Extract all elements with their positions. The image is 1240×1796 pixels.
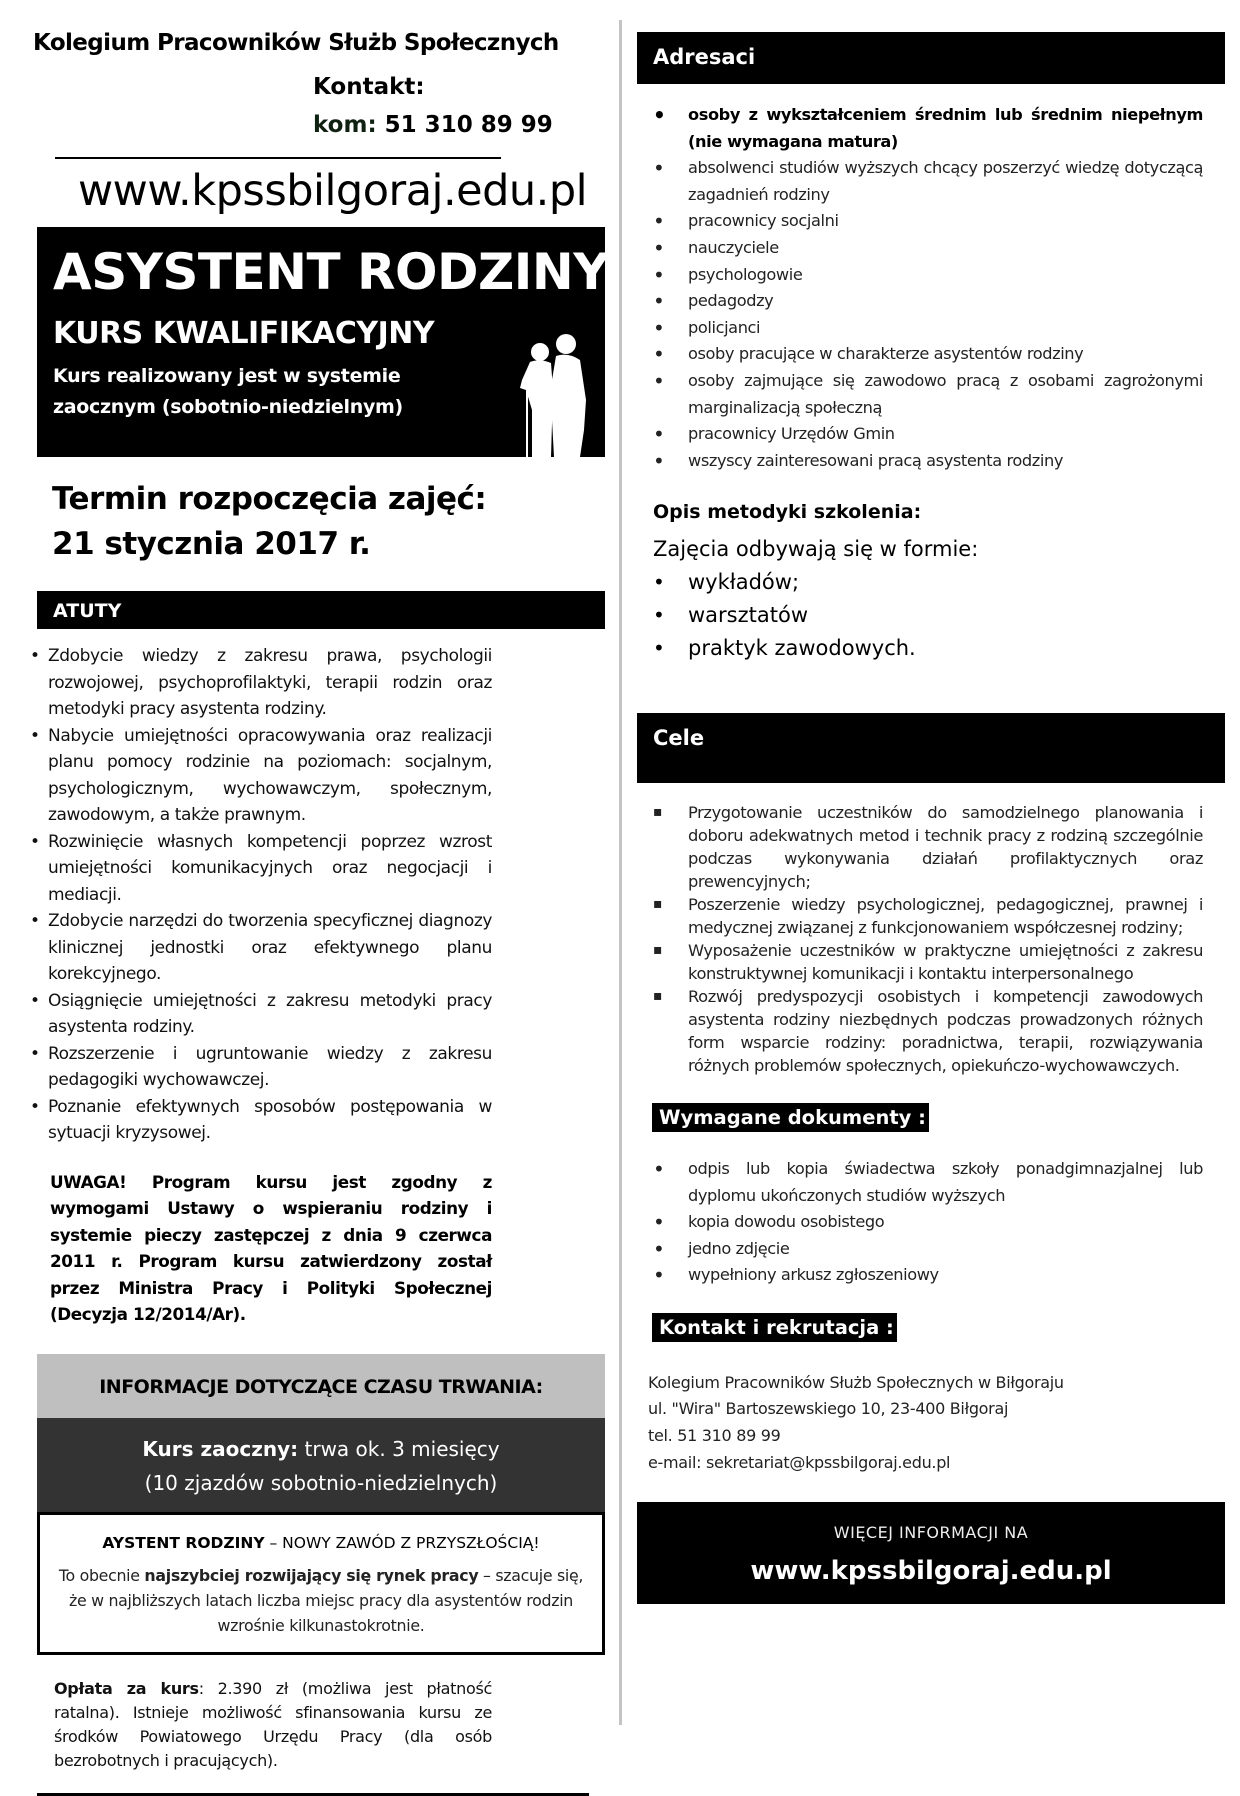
hero-banner xyxy=(37,227,609,457)
left-column xyxy=(30,28,609,1796)
course-subtitle: KURS KWALIFIKACYJNY xyxy=(53,316,435,351)
methodology-intro: Zajęcia odbywają się w formie: xyxy=(653,537,979,562)
future-title-rest: – NOWY ZAWÓD Z PRZYSZŁOŚCIĄ! xyxy=(264,1533,540,1552)
future-profession-text xyxy=(52,1563,590,1638)
list-item: • wszyscy zainteresowani pracą asystenta rodziny xyxy=(653,448,1203,475)
list-item: • Nabycie umiejętności opracowywania oraz realizacji planu pomocy rodzinie na poziomach: socjalnym, psychologicznym, wychowawczym, społecznym, zawodowym, a także prawnym. xyxy=(30,723,492,829)
duration-mode xyxy=(43,1432,599,1466)
list-item: • Osiągnięcie umiejętności z zakresu metodyki pracy asystenta rodziny. xyxy=(30,988,492,1041)
list-item: • praktyk zawodowych. xyxy=(653,632,1153,665)
footer-rule xyxy=(37,1793,589,1796)
list-item: • pracownicy socjalni xyxy=(653,208,1203,235)
documents-heading-bar xyxy=(652,1103,929,1132)
list-item: • Zdobycie narzędzi do tworzenia specyficznej diagnozy klinicznej jednostki oraz efektywnego planu korekcyjnego. xyxy=(30,908,492,988)
fee-financing: Istnieje możliwość sfinansowania kursu ze środków Powiatowego Urzędu Pracy (dla osób bezrobotnych i pracujących). xyxy=(54,1702,492,1770)
adresaci-heading: Adresaci xyxy=(653,45,756,69)
fee-value: : 2.390 zł (możliwa jest płatność ratalna). xyxy=(54,1678,492,1722)
documents-heading: Wymagane dokumenty : xyxy=(659,1106,926,1130)
duration-heading-box xyxy=(37,1354,605,1418)
future-text-bold: najszybciej rozwijający się rynek pracy xyxy=(144,1565,479,1585)
course-description xyxy=(53,361,473,423)
list-item: • Poznanie efektywnych sposobów postępowania w sytuacji kryzysowej. xyxy=(30,1094,492,1147)
cele-heading: Cele xyxy=(653,726,705,751)
adresaci-heading-bar xyxy=(637,32,1225,84)
program-notice: UWAGA! Program kursu jest zgodny z wymogami Ustawy o wspieraniu rodziny i systemie pieczy zastępczej z dnia 9 czerwca 2011 r. Program kursu zatwierdzony został przez Ministra Pracy i Polityki Społecznej (Decyzja 12/2014/Ar). xyxy=(50,1171,492,1324)
future-text-suffix: – szacuje się, że w najbliższych latach liczba miejsc pracy dla asystentów rodzin wzrośnie kilkunastokrotnie. xyxy=(68,1565,584,1635)
contact-heading: Kontakt i rekrutacja : xyxy=(659,1315,894,1339)
list-item: • osoby pracujące w charakterze asystentów rodziny xyxy=(653,341,1203,368)
contact-phone-line: tel. 51 310 89 99 xyxy=(648,1426,781,1445)
cele-heading-bar xyxy=(637,713,1225,783)
duration-heading: INFORMACJE DOTYCZĄCE CZASU TRWANIA: xyxy=(99,1375,543,1398)
list-item: ▪ Przygotowanie uczestników do samodzielnego planowania i doboru adekwatnych metod i technik pracy z rodziną szczególnie podczas wykonywania działań profilaktycznych oraz prewencyjnych; xyxy=(653,801,1203,893)
website-link[interactable]: www.kpssbilgoraj.edu.pl xyxy=(78,166,588,216)
list-item: • kopia dowodu osobistego xyxy=(653,1209,1203,1236)
contact-label: Kontakt: xyxy=(313,74,425,100)
cele-list xyxy=(653,801,1203,1077)
contact-email[interactable]: e-mail: sekretariat@kpssbilgoraj.edu.pl xyxy=(648,1452,951,1472)
more-info-banner xyxy=(637,1502,1225,1604)
duration-mode-value: trwa ok. 3 miesięcy xyxy=(298,1436,500,1461)
future-profession-title xyxy=(52,1531,590,1555)
methodology-heading: Opis metodyki szkolenia: xyxy=(653,501,922,524)
contact-phone xyxy=(313,110,605,140)
list-item: • nauczyciele xyxy=(653,235,1203,262)
list-item: ▪ Poszerzenie wiedzy psychologicznej, pedagogicznej, prawnej i medycznej związanej z funkcjonowaniem współczesnej rodziny; xyxy=(653,893,1203,939)
fee-info xyxy=(54,1677,492,1773)
course-description-line: zaocznym (sobotnio-niedzielnym) xyxy=(53,396,403,418)
contact-details xyxy=(648,1370,1218,1476)
atuty-heading-bar xyxy=(37,591,605,629)
start-date-value: 21 stycznia 2017 r. xyxy=(52,526,371,562)
column-divider xyxy=(619,20,622,1725)
course-description-line: Kurs realizowany jest w systemie xyxy=(53,365,401,387)
list-item: • osoby z wykształceniem średnim lub średnim niepełnym (nie wymagana matura) xyxy=(653,102,1203,155)
right-column xyxy=(637,32,1225,1604)
phone-number: 51 310 89 99 xyxy=(384,112,553,138)
contact-address: ul. "Wira" Bartoszewskiego 10, 23-400 Biłgoraj xyxy=(648,1399,1009,1419)
list-item: • odpis lub kopia świadectwa szkoły ponadgimnazjalnej lub dyplomu ukończonych studiów wyższych xyxy=(653,1156,1203,1209)
organization-name: Kolegium Pracowników Służb Społecznych xyxy=(33,30,559,56)
list-item: • psychologowie xyxy=(653,262,1203,289)
list-item: • Zdobycie wiedzy z zakresu prawa, psychologii rozwojowej, psychoprofilaktyki, terapii rodzin oraz metodyki pracy asystenta rodziny. xyxy=(30,643,492,723)
contact-heading-bar xyxy=(652,1313,897,1342)
list-item: • Rozwinięcie własnych kompetencji poprzez wzrost umiejętności komunikacyjnych oraz negocjacji i mediacji. xyxy=(30,829,492,909)
more-info-url[interactable]: www.kpssbilgoraj.edu.pl xyxy=(750,1556,1112,1587)
header-rule xyxy=(55,157,501,159)
list-item: • jedno zdjęcie xyxy=(653,1236,1203,1263)
list-item: • pracownicy Urzędów Gmin xyxy=(653,421,1203,448)
list-item: • warsztatów xyxy=(653,599,1153,632)
start-date-block xyxy=(52,477,605,567)
atuty-list xyxy=(30,643,492,1147)
atuty-heading: ATUTY xyxy=(53,600,122,622)
future-text-prefix: To obecnie xyxy=(58,1565,145,1585)
phone-prefix: kom: xyxy=(313,112,377,138)
list-item: • absolwenci studiów wyższych chcący poszerzyć wiedzę dotyczącą zagadnień rodziny xyxy=(653,155,1203,208)
more-info-label: WIĘCEJ INFORMACJI NA xyxy=(833,1523,1029,1543)
caregiver-silhouette-icon xyxy=(518,330,590,457)
methodology-list xyxy=(653,566,1153,665)
list-item: • Rozszerzenie i ugruntowanie wiedzy z zakresu pedagogiki wychowawczej. xyxy=(30,1041,492,1094)
duration-details-box xyxy=(37,1418,605,1512)
adresaci-list xyxy=(653,102,1203,474)
future-title-bold: AYSTENT RODZINY xyxy=(102,1533,265,1552)
list-item: • policjanci xyxy=(653,315,1203,342)
course-title: ASYSTENT RODZINY xyxy=(53,243,609,301)
list-item: • wypełniony arkusz zgłoszeniowy xyxy=(653,1262,1203,1289)
future-profession-box xyxy=(37,1512,605,1655)
list-item: ▪ Rozwój predyspozycji osobistych i kompetencji zawodowych asystenta rodziny niezbędnych podczas prowadzonych różnych form wsparcie rodziny: poradnictwa, terapii, rozwiązywania różnych problemów społecznych, opiekuńczo-wychowawczych. xyxy=(653,985,1203,1077)
list-item: ▪ Wyposażenie uczestników w praktyczne umiejętności z zakresu konstruktywnej komunikacji i kontaktu interpersonalnego xyxy=(653,939,1203,985)
fee-label: Opłata za kurs xyxy=(54,1678,199,1698)
duration-sessions: (10 zjazdów sobotnio-niedzielnych) xyxy=(144,1470,498,1495)
duration-mode-label: Kurs zaoczny: xyxy=(142,1436,299,1461)
list-item: • osoby zajmujące się zawodowo pracą z osobami zagrożonymi marginalizacją społeczną xyxy=(653,368,1203,421)
list-item: • wykładów; xyxy=(653,566,1153,599)
list-item: • pedagodzy xyxy=(653,288,1203,315)
contact-org-name: Kolegium Pracowników Służb Społecznych w Biłgoraju xyxy=(648,1372,1064,1392)
start-date-label: Termin rozpoczęcia zajęć: xyxy=(52,481,487,517)
documents-list xyxy=(653,1156,1203,1289)
